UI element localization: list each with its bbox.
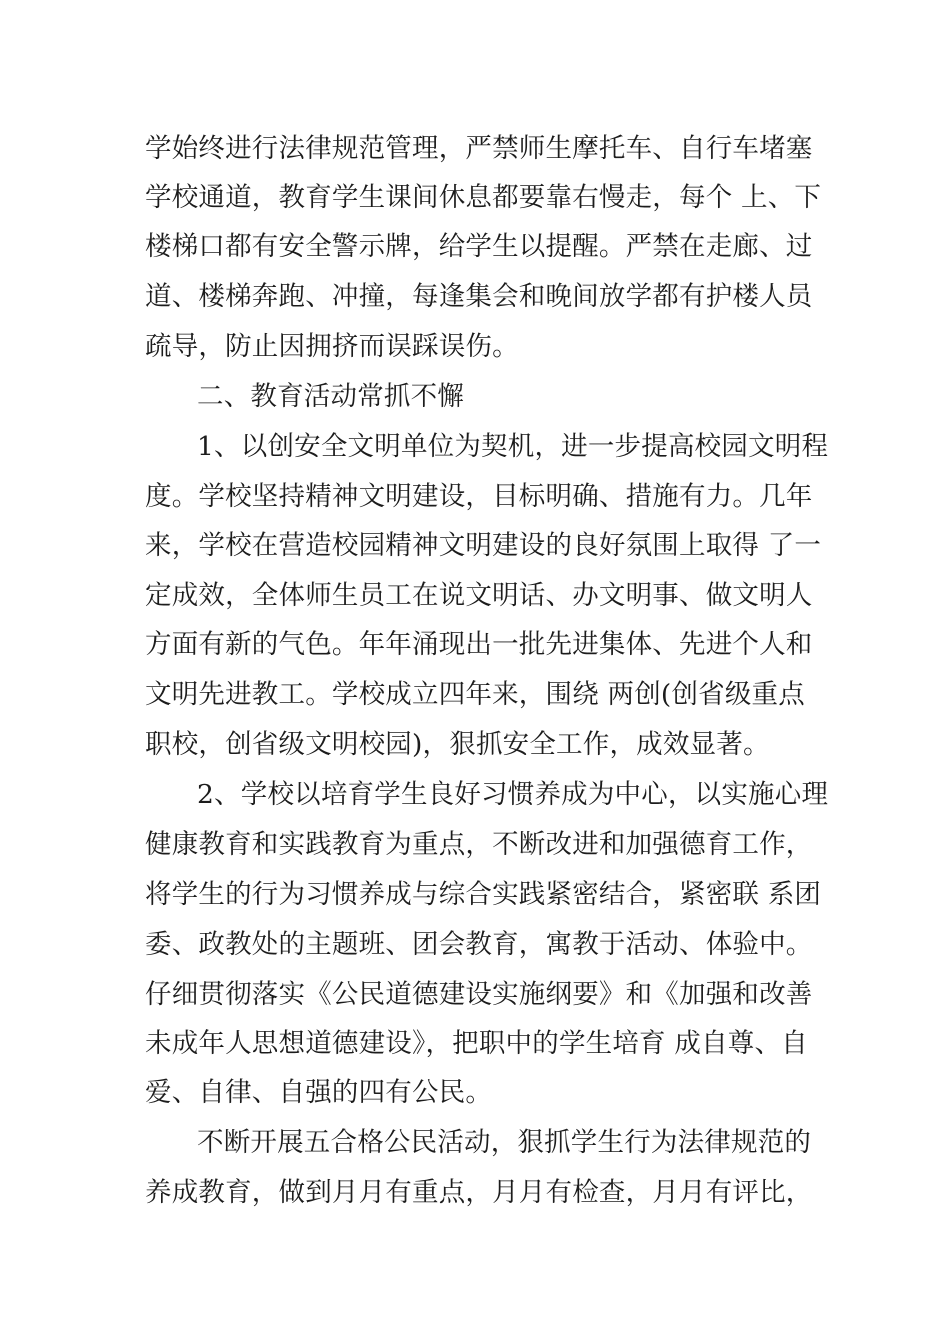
text-line: 未成年人思想道德建设》，把职中的学生培育 成自尊、自 [145, 1028, 808, 1059]
text-line: 度。学校坚持精神文明建设，目标明确、措施有力。几年 [145, 481, 813, 512]
paragraph-start: 1、以创安全文明单位为契机，进一步提高校园文明程 [197, 431, 829, 462]
text-line: 方面有新的气色。年年涌现出一批先进集体、先进个人和 [145, 629, 813, 660]
section-heading: 二、教育活动常抓不懈 [197, 381, 464, 412]
text-line: 来，学校在营造校园精神文明建设的良好氛围上取得 了一 [145, 530, 822, 561]
text-line: 将学生的行为习惯养成与综合实践紧密结合，紧密联 系团 [145, 879, 822, 910]
text-line: 爱、自律、自强的四有公民。 [145, 1077, 493, 1108]
text-line: 学校通道，教育学生课间休息都要靠右慢走，每个 上、下 [145, 182, 822, 213]
text-line: 仔细贯彻落实《公民道德建设实施纲要》和《加强和改善 [145, 979, 813, 1010]
text-line: 学始终进行法律规范管理，严禁师生摩托车、自行车堵塞 [145, 133, 813, 164]
text-line: 疏导，防止因拥挤而误踩误伤。 [145, 331, 519, 362]
text-line: 文明先进教工。学校成立四年来，围绕 两创(创省级重点 [145, 679, 805, 710]
text-line: 道、楼梯奔跑、冲撞，每逢集会和晚间放学都有护楼人员 [145, 281, 813, 312]
text-line: 健康教育和实践教育为重点，不断改进和加强德育工作， [145, 829, 813, 860]
paragraph-start: 2、学校以培育学生良好习惯养成为中心，以实施心理 [197, 779, 829, 810]
text-line: 楼梯口都有安全警示牌，给学生以提醒。严禁在走廊、过 [145, 231, 813, 262]
text-line: 养成教育，做到月月有重点，月月有检查，月月有评比， [145, 1177, 813, 1208]
text-line: 定成效，全体师生员工在说文明话、办文明事、做文明人 [145, 580, 813, 611]
text-line: 委、政教处的主题班、团会教育，寓教于活动、体验中。 [145, 929, 813, 960]
text-line: 职校，创省级文明校园)，狠抓安全工作，成效显著。 [145, 729, 770, 760]
paragraph-start: 不断开展五合格公民活动，狠抓学生行为法律规范的 [197, 1127, 812, 1158]
